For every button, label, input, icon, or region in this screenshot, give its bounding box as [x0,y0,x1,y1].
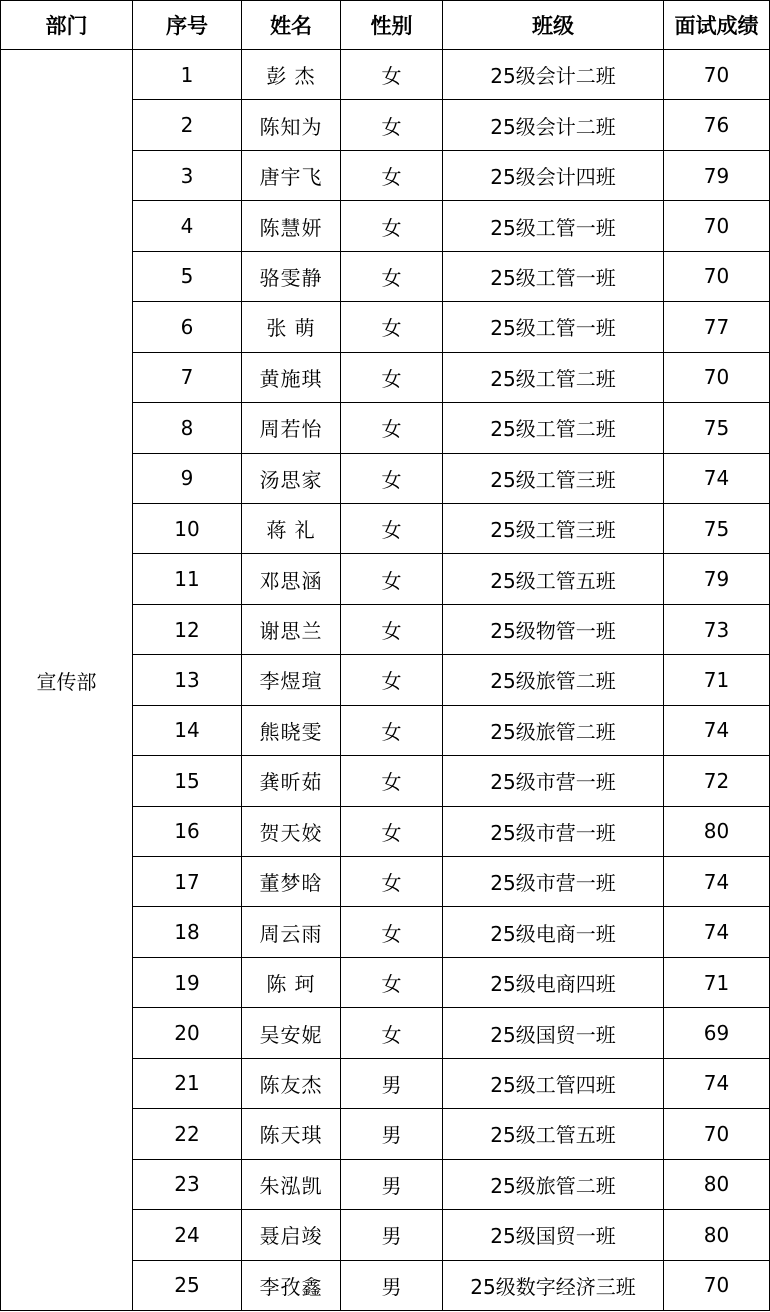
class-cell: 25级会计二班 [443,100,664,150]
gender-cell: 女 [341,251,443,301]
name-cell: 谢思兰 [242,604,341,654]
class-cell: 25级电商四班 [443,957,664,1007]
score-cell: 70 [664,50,770,100]
class-cell: 25级旅管二班 [443,1159,664,1209]
number-cell: 20 [133,1008,242,1058]
score-cell: 79 [664,150,770,200]
class-cell: 25级工管五班 [443,554,664,604]
number-cell: 4 [133,201,242,251]
table-header [1,1,770,50]
score-cell: 69 [664,1008,770,1058]
number-cell: 18 [133,907,242,957]
class-cell: 25级会计四班 [443,150,664,200]
header-score: 面试成绩 [664,1,770,50]
number-cell: 23 [133,1159,242,1209]
class-cell: 25级工管一班 [443,302,664,352]
name-cell: 彭 杰 [242,50,341,100]
number-cell: 3 [133,150,242,200]
score-cell: 70 [664,1260,770,1311]
name-cell: 邓思涵 [242,554,341,604]
gender-cell: 女 [341,756,443,806]
score-cell: 76 [664,100,770,150]
score-cell: 70 [664,352,770,402]
class-cell: 25级国贸一班 [443,1210,664,1260]
number-cell: 7 [133,352,242,402]
class-cell: 25级电商一班 [443,907,664,957]
gender-cell: 男 [341,1058,443,1108]
name-cell: 蒋 礼 [242,503,341,553]
score-cell: 80 [664,1210,770,1260]
number-cell: 21 [133,1058,242,1108]
department-cell: 宣传部 [1,50,133,1311]
number-cell: 25 [133,1260,242,1311]
name-cell: 李煜瑄 [242,655,341,705]
class-cell: 25级工管二班 [443,352,664,402]
gender-cell: 女 [341,554,443,604]
number-cell: 6 [133,302,242,352]
gender-cell: 女 [341,201,443,251]
score-cell: 71 [664,957,770,1007]
gender-cell: 女 [341,907,443,957]
number-cell: 12 [133,604,242,654]
gender-cell: 女 [341,806,443,856]
score-cell: 79 [664,554,770,604]
class-cell: 25级旅管二班 [443,655,664,705]
class-cell: 25级工管四班 [443,1058,664,1108]
number-cell: 5 [133,251,242,301]
gender-cell: 女 [341,503,443,553]
gender-cell: 女 [341,352,443,402]
gender-cell: 男 [341,1260,443,1311]
name-cell: 周云雨 [242,907,341,957]
class-cell: 25级工管五班 [443,1109,664,1159]
name-cell: 贺天姣 [242,806,341,856]
score-cell: 75 [664,503,770,553]
class-cell: 25级工管一班 [443,201,664,251]
class-cell: 25级市营一班 [443,806,664,856]
class-cell: 25级旅管二班 [443,705,664,755]
table-body [1,50,770,1311]
class-cell: 25级工管三班 [443,453,664,503]
gender-cell: 女 [341,302,443,352]
class-cell: 25级国贸一班 [443,1008,664,1058]
score-cell: 74 [664,857,770,907]
header-department: 部门 [1,1,133,50]
number-cell: 16 [133,806,242,856]
header-class: 班级 [443,1,664,50]
number-cell: 19 [133,957,242,1007]
name-cell: 黄施琪 [242,352,341,402]
table-row [1,50,770,100]
gender-cell: 女 [341,655,443,705]
score-cell: 70 [664,251,770,301]
header-name: 姓名 [242,1,341,50]
name-cell: 汤思家 [242,453,341,503]
class-cell: 25级工管一班 [443,251,664,301]
number-cell: 1 [133,50,242,100]
gender-cell: 女 [341,453,443,503]
class-cell: 25级工管三班 [443,503,664,553]
score-cell: 74 [664,907,770,957]
number-cell: 9 [133,453,242,503]
header-gender: 性别 [341,1,443,50]
gender-cell: 女 [341,604,443,654]
name-cell: 李孜鑫 [242,1260,341,1311]
name-cell: 周若怡 [242,403,341,453]
name-cell: 龚昕茹 [242,756,341,806]
gender-cell: 女 [341,1008,443,1058]
name-cell: 陈知为 [242,100,341,150]
score-cell: 80 [664,806,770,856]
class-cell: 25级市营一班 [443,857,664,907]
name-cell: 朱泓凯 [242,1159,341,1209]
gender-cell: 女 [341,403,443,453]
gender-cell: 男 [341,1210,443,1260]
score-cell: 72 [664,756,770,806]
name-cell: 陈 珂 [242,957,341,1007]
score-cell: 74 [664,705,770,755]
name-cell: 骆雯静 [242,251,341,301]
score-cell: 70 [664,201,770,251]
header-number: 序号 [133,1,242,50]
gender-cell: 女 [341,150,443,200]
number-cell: 11 [133,554,242,604]
number-cell: 13 [133,655,242,705]
score-cell: 80 [664,1159,770,1209]
name-cell: 熊晓雯 [242,705,341,755]
name-cell: 陈友杰 [242,1058,341,1108]
number-cell: 10 [133,503,242,553]
score-cell: 74 [664,1058,770,1108]
number-cell: 15 [133,756,242,806]
gender-cell: 男 [341,1109,443,1159]
name-cell: 陈慧妍 [242,201,341,251]
number-cell: 24 [133,1210,242,1260]
gender-cell: 女 [341,50,443,100]
number-cell: 14 [133,705,242,755]
gender-cell: 男 [341,1159,443,1209]
name-cell: 张 萌 [242,302,341,352]
name-cell: 吴安妮 [242,1008,341,1058]
class-cell: 25级物管一班 [443,604,664,654]
name-cell: 陈天琪 [242,1109,341,1159]
score-cell: 75 [664,403,770,453]
score-cell: 71 [664,655,770,705]
name-cell: 唐宇飞 [242,150,341,200]
class-cell: 25级工管二班 [443,403,664,453]
class-cell: 25级数字经济三班 [443,1260,664,1311]
score-cell: 70 [664,1109,770,1159]
name-cell: 聂启竣 [242,1210,341,1260]
number-cell: 17 [133,857,242,907]
class-cell: 25级会计二班 [443,50,664,100]
number-cell: 22 [133,1109,242,1159]
score-cell: 73 [664,604,770,654]
number-cell: 8 [133,403,242,453]
header-row [1,1,770,50]
name-cell: 董梦晗 [242,857,341,907]
number-cell: 2 [133,100,242,150]
gender-cell: 女 [341,100,443,150]
gender-cell: 女 [341,705,443,755]
score-cell: 77 [664,302,770,352]
gender-cell: 女 [341,857,443,907]
score-cell: 74 [664,453,770,503]
class-cell: 25级市营一班 [443,756,664,806]
gender-cell: 女 [341,957,443,1007]
